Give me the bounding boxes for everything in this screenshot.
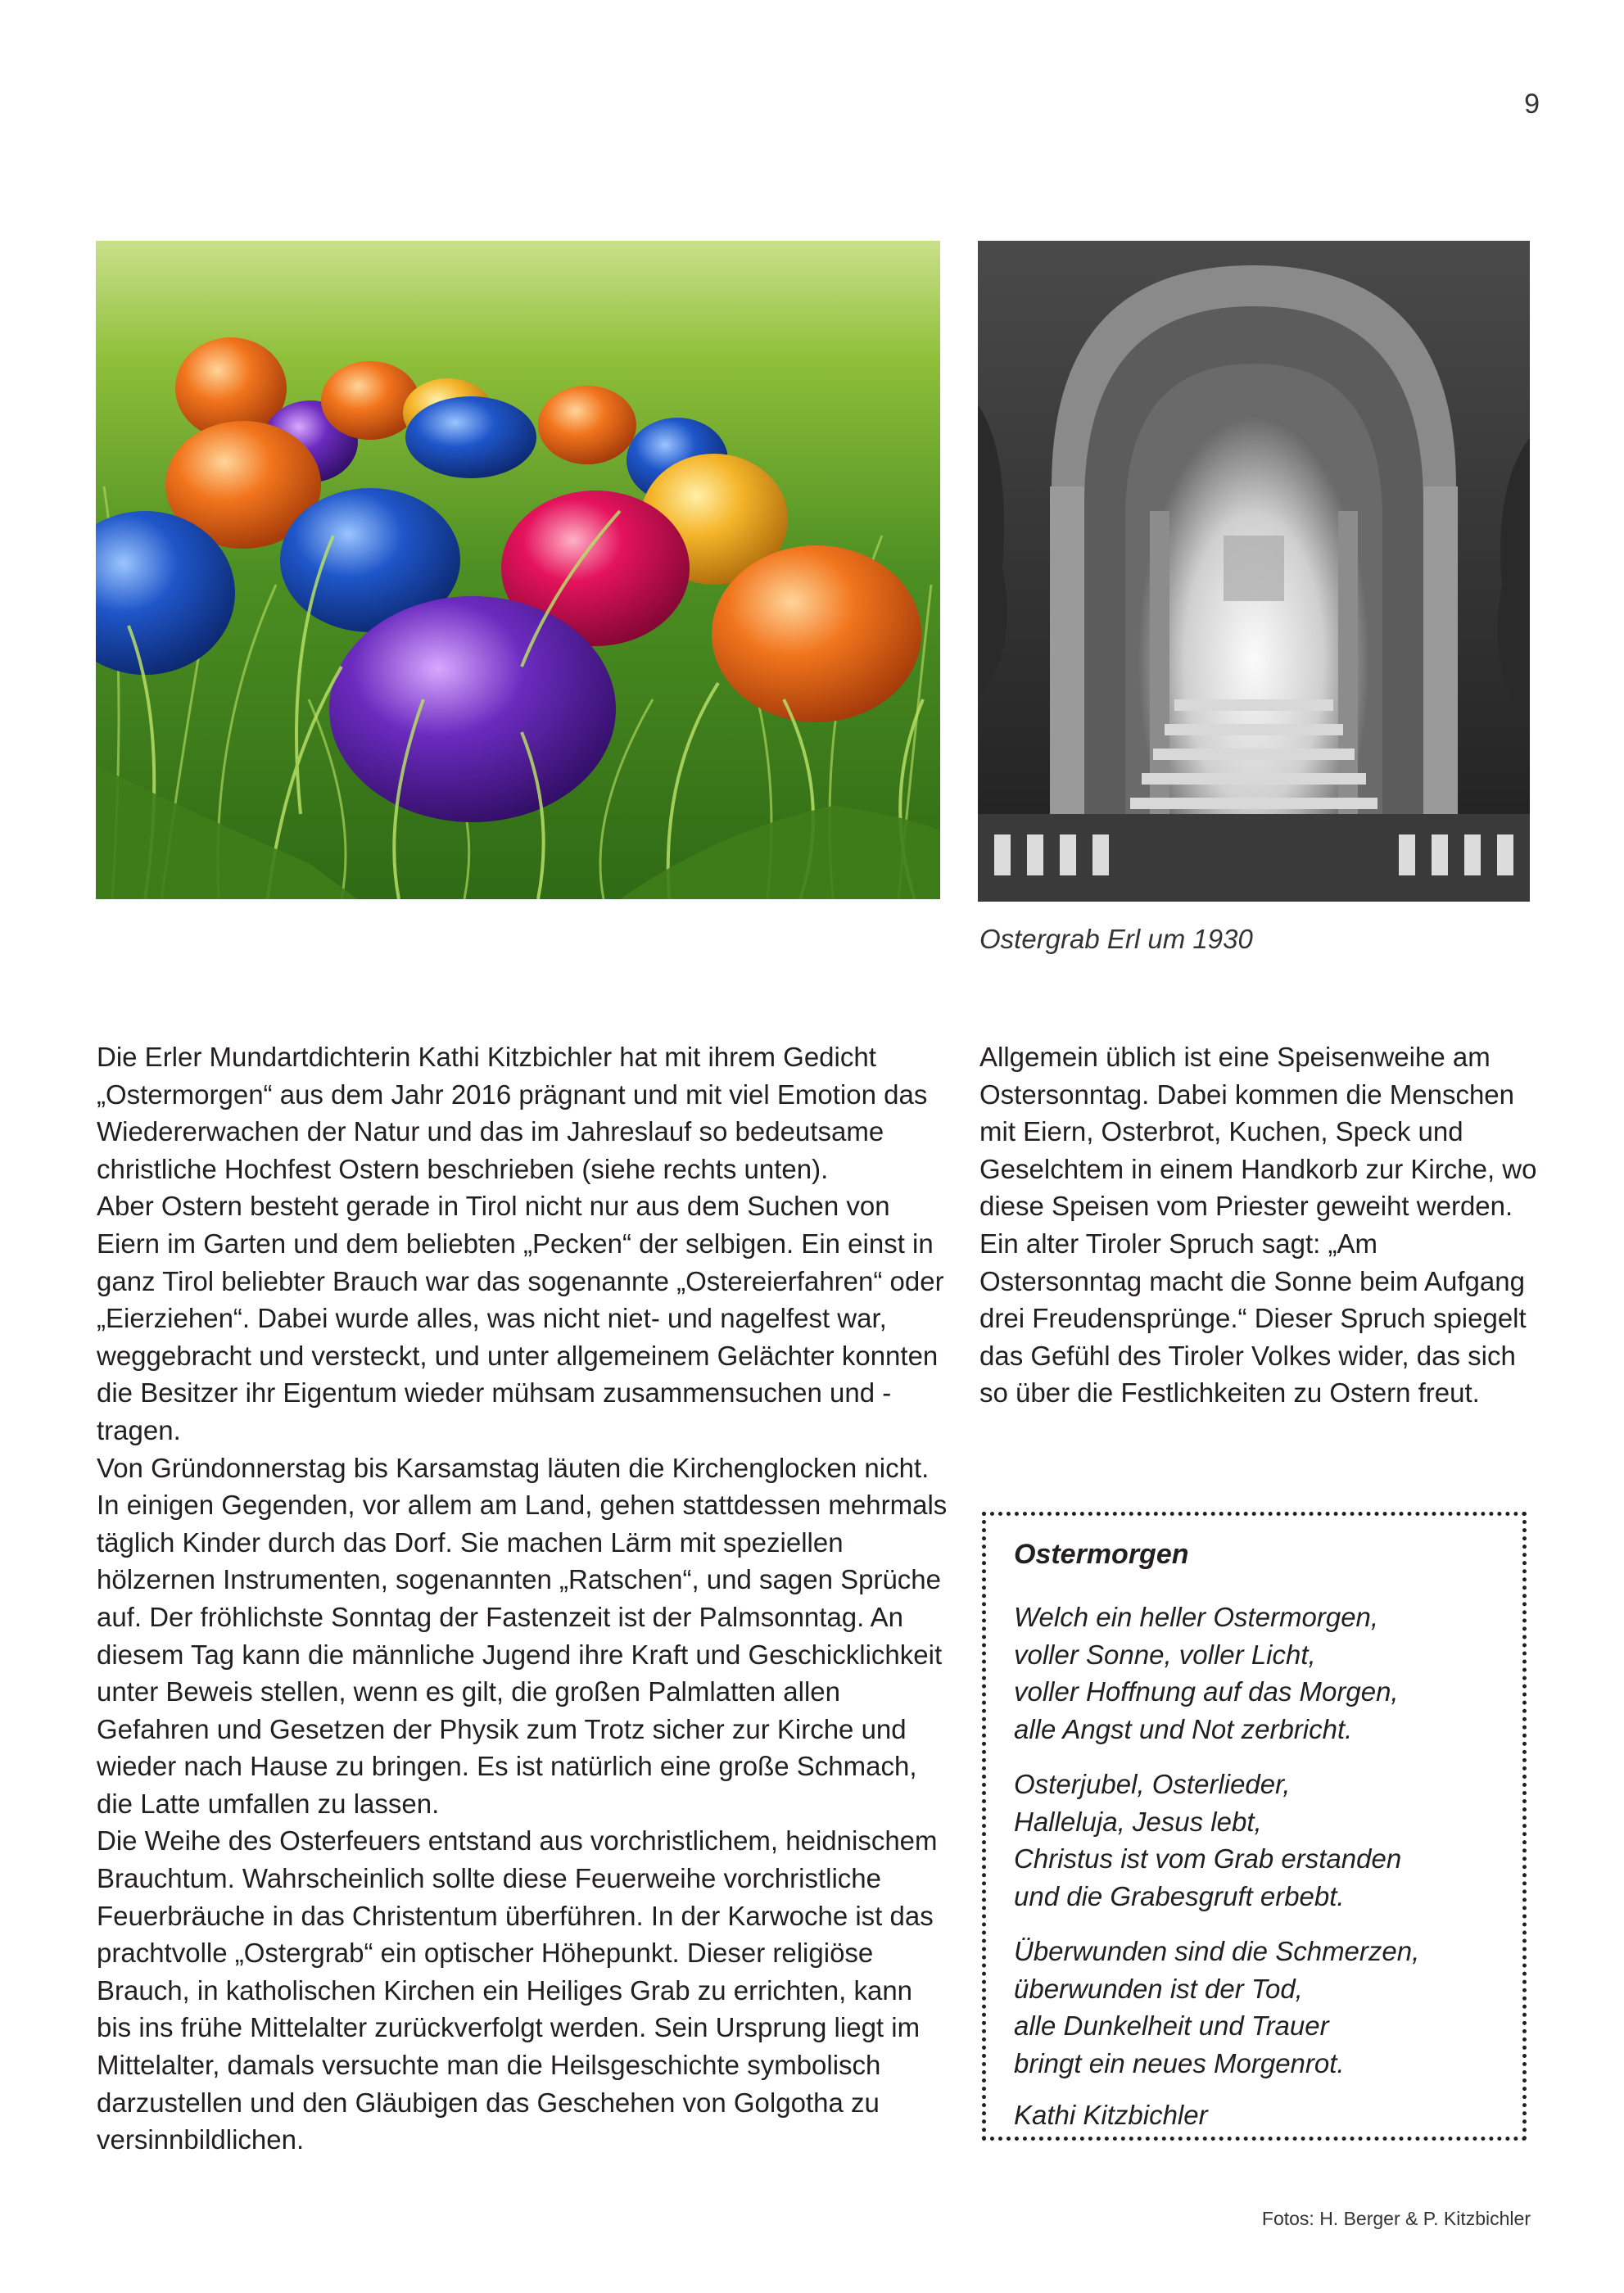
poem-line: voller Sonne, voller Licht, xyxy=(1014,1639,1316,1670)
poem-stanza xyxy=(1014,1933,1498,2082)
paragraph: Von Gründonnerstag bis Karsamstag läuten die Kirchenglocken nicht. In einigen Gegenden, vor allem am Land, gehen stattdessen mehrmals täglich Kinder durch das Dorf. Sie machen Lärm mit speziellen hölzernen Instrumenten, sogenannten „Ratschen“, und sagen Sprüche auf. Der fröhlichste Sonntag der Fastenzeit ist der Palmsonntag. An diesem Tag kann die männliche Jugend ihre Kraft und Geschicklichkeit unter Beweis stellen, wenn es gilt, die großen Palmlatten allen Gefahren und Gesetzen der Physik zum Trotz sicher zur Kirche und wieder nach Hause zu bringen. Es ist natürlich eine große Schmach, die Latte umfallen zu lassen. xyxy=(97,1452,948,1819)
poem-stanza xyxy=(1014,1599,1498,1748)
poem-line: überwunden ist der Tod, xyxy=(1014,1973,1303,2004)
photo-caption: Ostergrab Erl um 1930 xyxy=(979,924,1253,954)
paragraph: Die Weihe des Osterfeuers entstand aus vorchristlichem, heidnischem Brauchtum. Wahrscheinlich sollte diese Feuerweihe vorchristliche Feuerbräuche in das Christentum überführen. In der Karwoche ist das prachtvolle „Ostergrab“ ein optischer Höhepunkt. Dieser religiöse Brauch, in katholischen Kirchen ein Heiliges Grab zu errichten, kann bis ins frühe Mittelalter zurückverfolgt werden. Sein Ursprung liegt im Mittelalter, damals versuchte man die Heilsgeschichte symbolisch darzustellen und den Gläubigen das Geschehen von Golgotha zu versinnbildlichen. xyxy=(97,1825,938,2155)
poem-line: und die Grabesgruft erbebt. xyxy=(1014,1880,1345,1911)
poem-box xyxy=(982,1512,1527,2141)
poem-title: Ostermorgen xyxy=(1014,1539,1189,1570)
paragraph: Aber Ostern besteht gerade in Tirol nicht nur aus dem Suchen von Eiern im Garten und dem beliebten „Pecken“ der selbigen. Ein einst in ganz Tirol beliebter Brauch war das sogenannte „Ostereierfahren“ oder „Eierziehen“. Dabei wurde alles, was nicht niet- und nagelfest war, weggebracht und versteckt, und unter allgemeinem Gelächter konnten die Besitzer ihr Eigentum wieder mühsam zusammensuchen und -tragen. xyxy=(97,1191,944,1445)
article-right-column xyxy=(979,1038,1545,1412)
poem-line: Christus ist vom Grab erstanden xyxy=(1014,1843,1402,1874)
paragraph: Die Erler Mundartdichterin Kathi Kitzbichler hat mit ihrem Gedicht „Ostermorgen“ aus dem Jahr 2016 prägnant und mit viel Emotion das Wiedererwachen der Natur und das im Jahreslauf so bedeutsame christliche Hochfest Ostern beschrieben (siehe rechts unten). xyxy=(97,1042,928,1184)
poem-line: alle Dunkelheit und Trauer xyxy=(1014,2010,1329,2041)
poem-line: Überwunden sind die Schmerzen, xyxy=(1014,1936,1420,1966)
ostergrab-photo xyxy=(978,241,1530,902)
poem-stanza xyxy=(1014,1766,1498,1915)
poem-author: Kathi Kitzbichler xyxy=(1014,2100,1208,2130)
poem-line: Osterjubel, Osterlieder, xyxy=(1014,1769,1291,1799)
poem-line: voller Hoffnung auf das Morgen, xyxy=(1014,1676,1399,1707)
article-left-column xyxy=(97,1038,948,2159)
poem-line: Welch ein heller Ostermorgen, xyxy=(1014,1602,1379,1632)
poem-line: alle Angst und Not zerbricht. xyxy=(1014,1713,1353,1744)
easter-eggs-photo xyxy=(96,241,940,899)
photo-credits: Fotos: H. Berger & P. Kitzbichler xyxy=(1261,2208,1531,2229)
poem-line: bringt ein neues Morgenrot. xyxy=(1014,2047,1345,2078)
page-number: 9 xyxy=(1524,88,1540,120)
paragraph: Allgemein üblich ist eine Speisenweihe am Ostersonntag. Dabei kommen die Menschen mit Eiern, Osterbrot, Kuchen, Speck und Geselchtem in einem Handkorb zur Kirche, wo diese Speisen vom Priester geweiht werden. Ein alter Tiroler Spruch sagt: „Am Ostersonntag macht die Sonne beim Aufgang drei Freudensprünge.“ Dieser Spruch spiegelt das Gefühl des Tiroler Volkes wider, das sich so über die Festlichkeiten zu Ostern freut. xyxy=(979,1042,1537,1409)
poem-line: Halleluja, Jesus lebt, xyxy=(1014,1806,1262,1837)
